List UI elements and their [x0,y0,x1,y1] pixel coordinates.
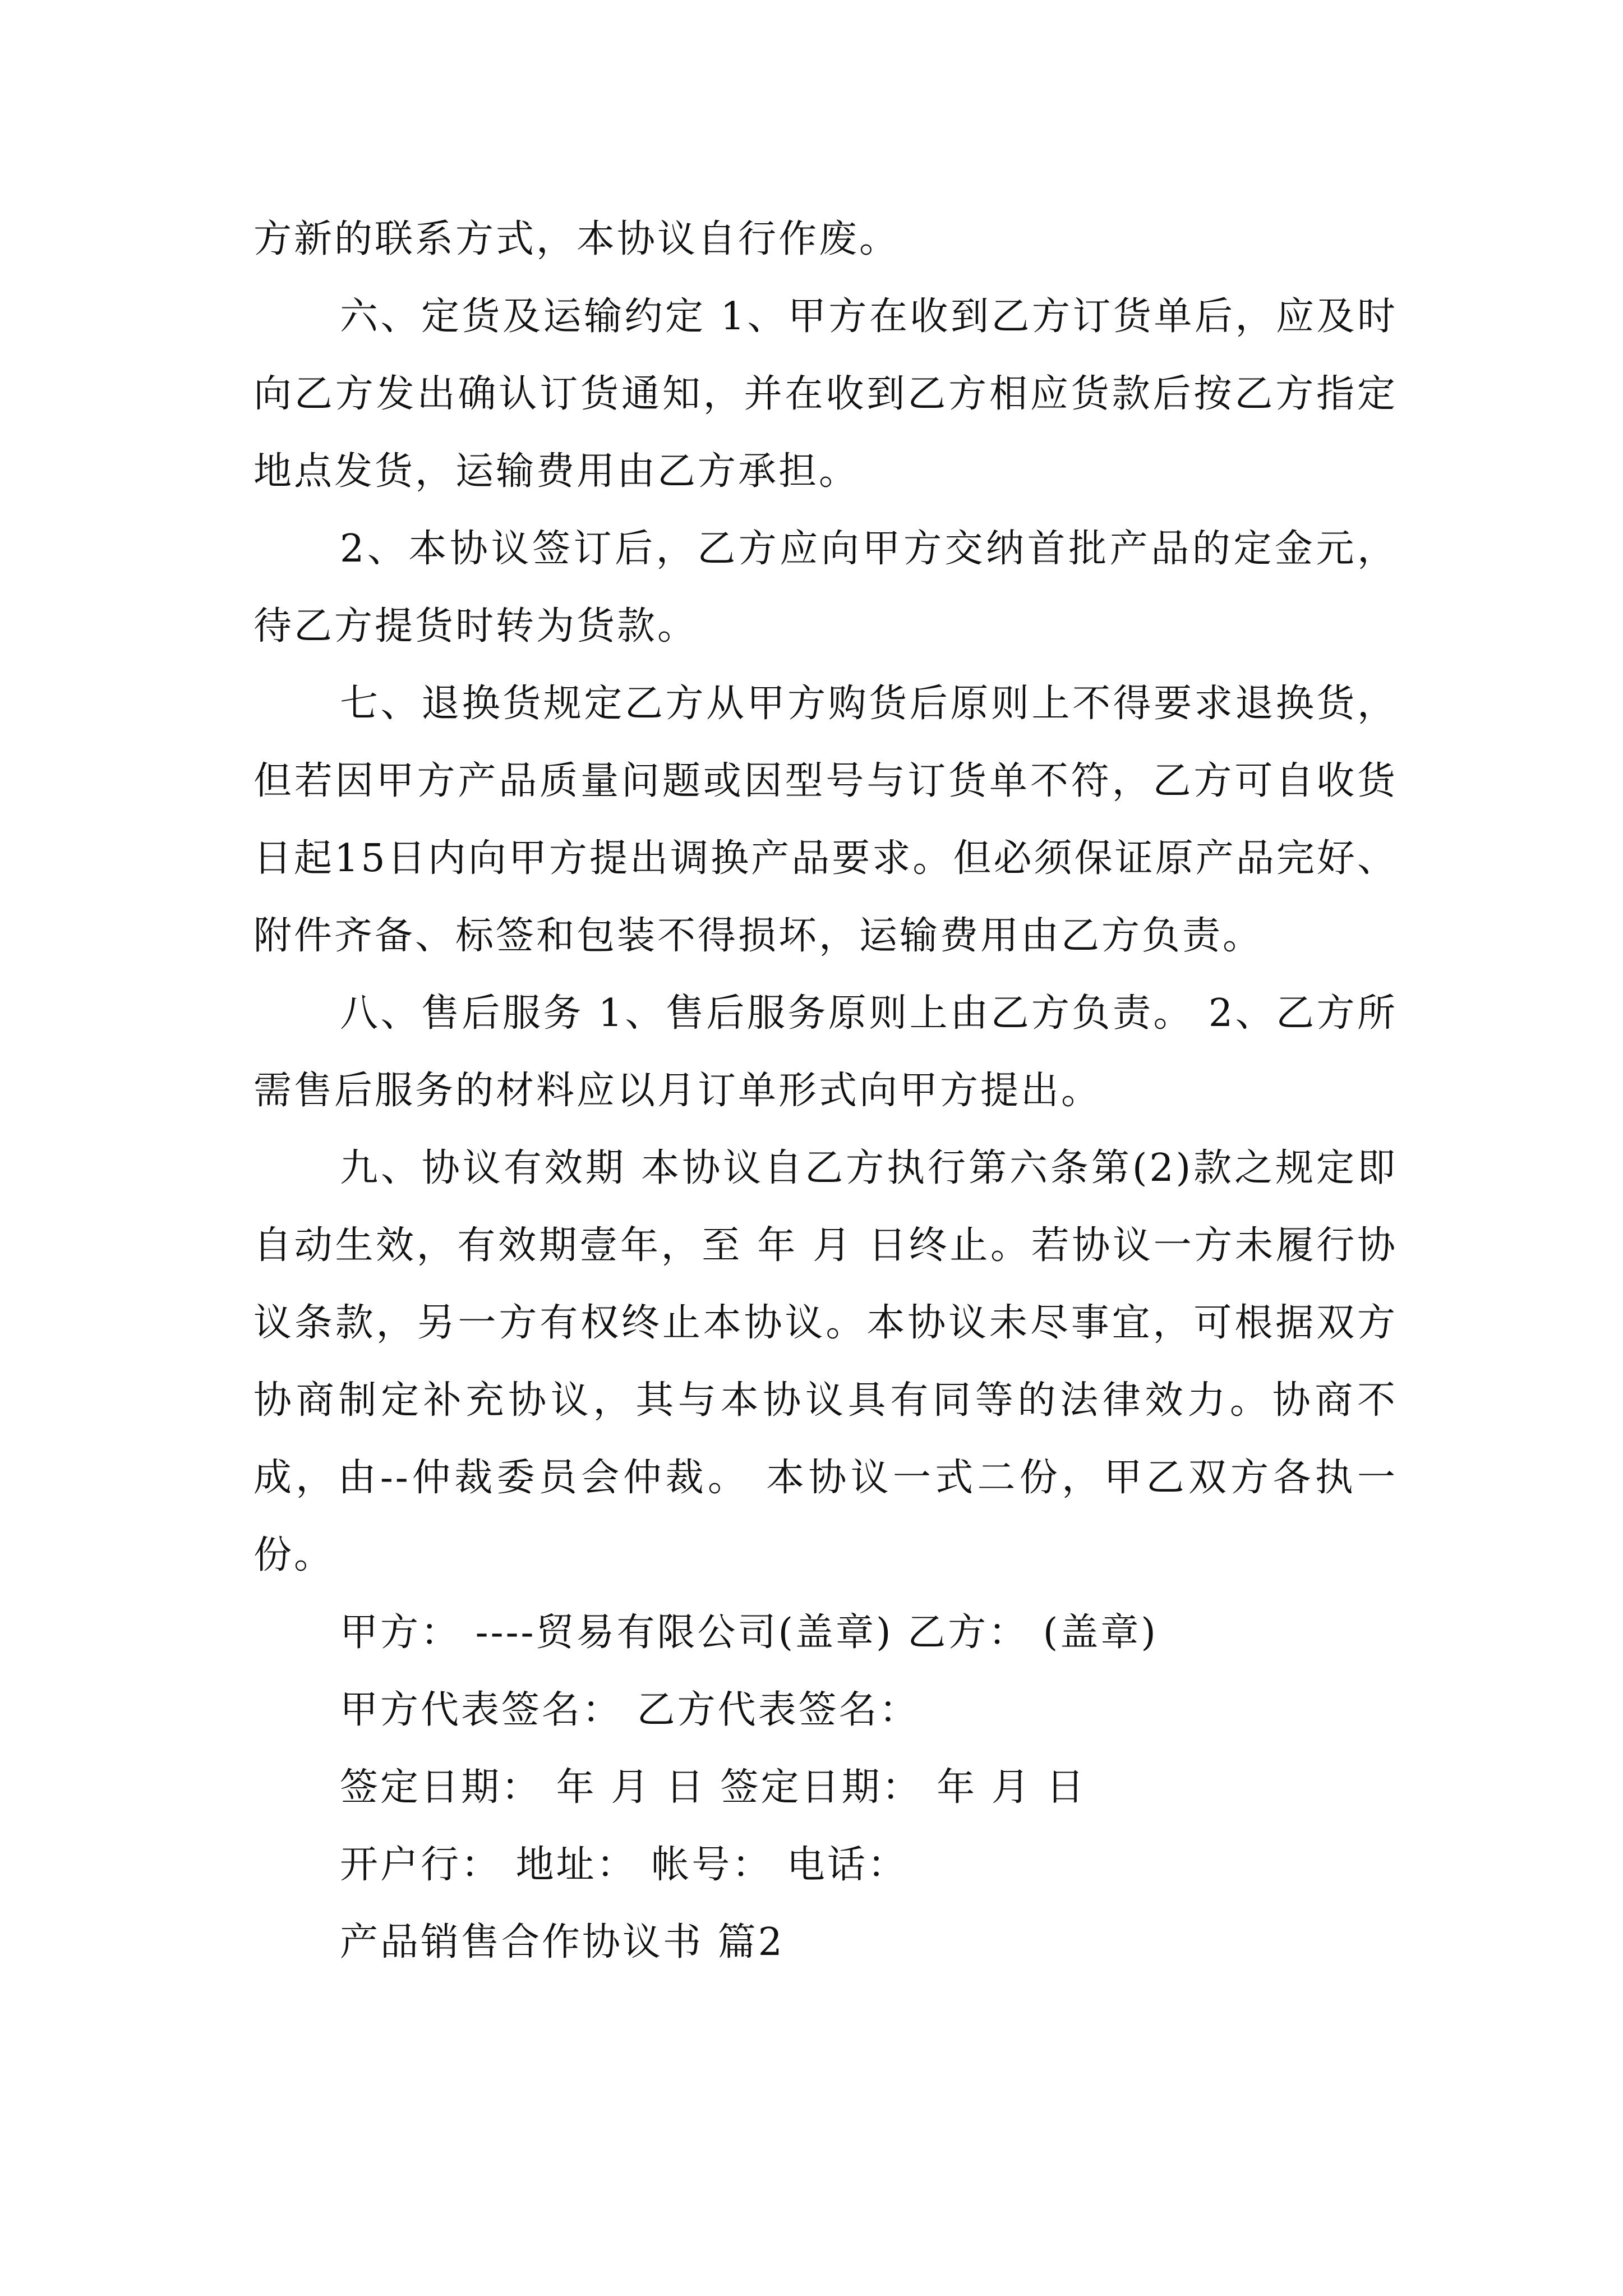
paragraph-continuation: 方新的联系方式，本协议自行作废。 [253,217,900,261]
paragraph-after-sales: 八、售后服务 1、售后服务原则上由乙方负责。 2、乙方所需售后服务的材料应以月订单形式向甲方提出。 [253,991,1398,1113]
paragraph-validity: 九、协议有效期 本协议自乙方执行第六条第(2)款之规定即自动生效，有效期壹年，至 年 月 日终止。若协议一方未履行协议条款，另一方有权终止本协议。本协议未尽事宜，可根据双方协商制定补充协议，其与本协议具有同等的法律效力。协商不成，由--仲裁委员会仲裁。 本协议一式二份，甲乙双方各执一份。 [253,1146,1398,1577]
signature-representatives-line: 甲方代表签名： 乙方代表签名： [340,1688,920,1732]
paragraph-ordering-shipping: 六、定货及运输约定 1、甲方在收到乙方订货单后，应及时向乙方发出确认订货通知，并在收到乙方相应货款后按乙方指定地点发货，运输费用由乙方承担。 [253,295,1398,494]
next-section-title: 产品销售合作协议书 篇2 [340,1920,785,1964]
document-body [253,201,1398,1981]
bank-info-line: 开户行： 地址： 帐号： 电话： [340,1843,908,1887]
paragraph-returns: 七、退换货规定乙方从甲方购货后原则上不得要求退换货，但若因甲方产品质量问题或因型号与订货单不符，乙方可自收货日起15日内向甲方提出调换产品要求。但必须保证原产品完好、附件齐备、标签和包装不得损坏，运输费用由乙方负责。 [253,682,1398,958]
paragraph-deposit: 2、本协议签订后，乙方应向甲方交纳首批产品的定金元，待乙方提货时转为货款。 [253,527,1398,648]
signature-dates-line: 签定日期： 年 月 日 签定日期： 年 月 日 [340,1765,1087,1810]
signature-parties-line: 甲方： ----贸易有限公司(盖章) 乙方： (盖章) [340,1611,1158,1655]
